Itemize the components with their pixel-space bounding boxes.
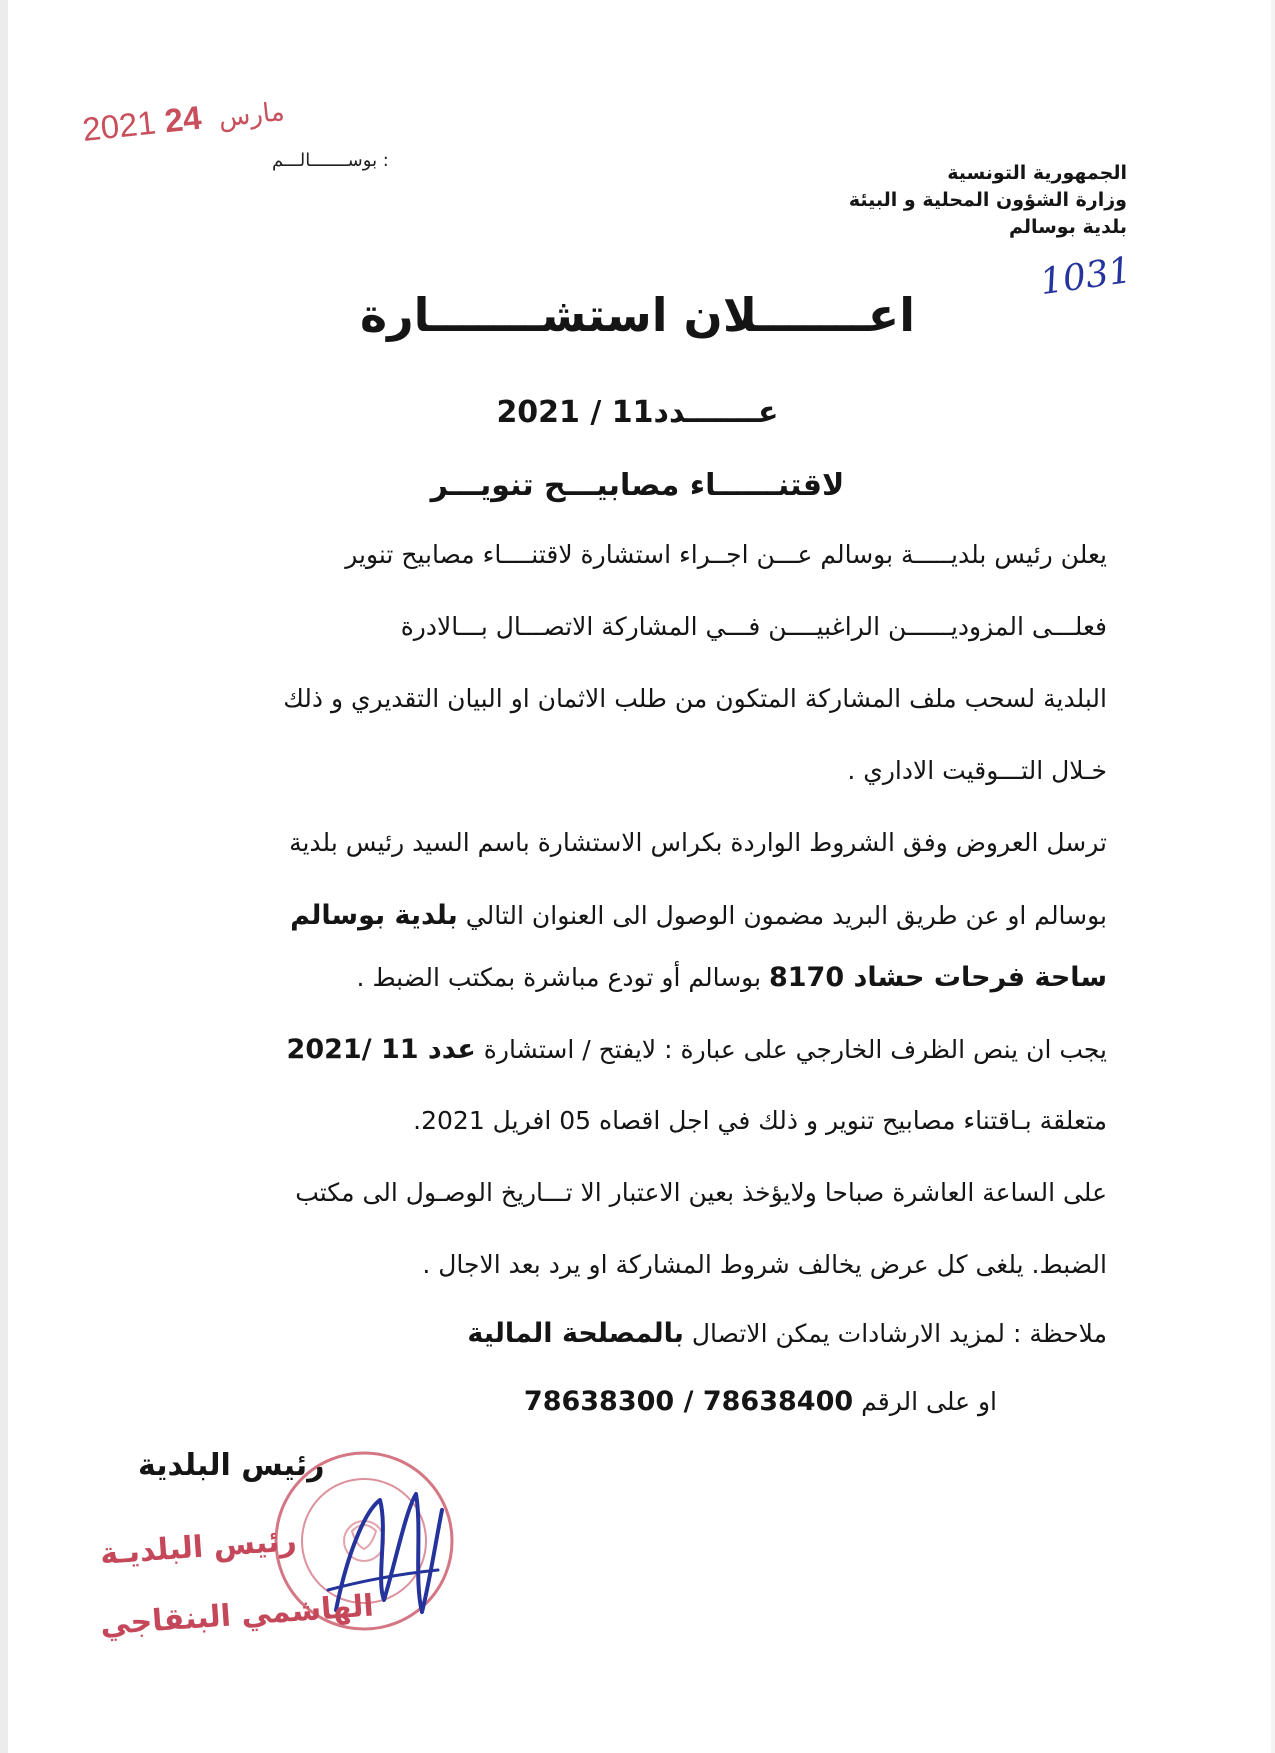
letterhead-ministry: وزارة الشؤون المحلية و البيئة: [848, 189, 1127, 211]
phone-text: او على الرقم: [861, 1387, 997, 1416]
note-line: [467, 1318, 1107, 1349]
date-stamp: [81, 89, 294, 149]
consultation-number: عـــــــدد11 / 2021: [496, 395, 779, 430]
body-line-5: ترسل العروض وفق الشروط الواردة بكراس الاستشارة باسم السيد رئيس بلدية: [289, 828, 1107, 857]
body-line-10: على الساعة العاشرة صباحا ولايؤخذ بعين الاعتبار الا تـــاريخ الوصـول الى مكتب: [295, 1178, 1107, 1207]
scan-edge: [0, 0, 8, 1753]
body-line-3: البلدية لسحب ملف المشاركة المتكون من طلب الاثمان او البيان التقديري و ذلك: [283, 684, 1107, 713]
document-title: اعـــــــلان استشـــــــارة: [359, 288, 915, 342]
body-line-6: [290, 900, 1107, 931]
body-line-1: يعلن رئيس بلديـــــة بوسالم عـــن اجــراء استشارة لاقتنــــاء مصابيح تنوير: [345, 540, 1107, 569]
letterhead: [849, 160, 1127, 241]
body-line-9: متعلقة بـاقتناء مصابيح تنوير و ذلك في اجل اقصاه 05 افريل 2021.: [413, 1106, 1107, 1135]
body-line-7-text: بوسالم أو تودع مباشرة بمكتب الضبط .: [356, 963, 762, 992]
body-line-8-bold: عدد 11 /2021: [286, 1034, 476, 1065]
note-bold: بالمصلحة المالية: [467, 1318, 684, 1349]
note-text: ملاحظة : لمزيد الارشادات يمكن الاتصال: [691, 1319, 1107, 1348]
body-line-4: خـلال التـــوقيت الاداري .: [847, 756, 1107, 785]
body-line-6-text: بوسالم او عن طريق البريد مضمون الوصول الى العنوان التالي: [465, 901, 1107, 930]
body-line-8-text: يجب ان ينص الظرف الخارجي على عبارة : لايفتح / استشارة: [483, 1035, 1107, 1064]
phone-numbers: 78638300 / 78638400: [523, 1386, 854, 1417]
body-line-7-bold: ساحة فرحات حشاد 8170: [768, 962, 1107, 993]
seal-line-2: الهاشمي البنقاجي: [99, 1588, 375, 1643]
body-line-11: الضبط. يلغى كل عرض يخالف شروط المشاركة او يرد بعد الاجال .: [422, 1250, 1107, 1279]
stamp-month: مارس: [216, 95, 286, 133]
stamp-day: 24: [162, 98, 204, 140]
body-line-8: [287, 1034, 1107, 1065]
seal-line-1: رئيس البلديـة: [99, 1523, 298, 1572]
handwritten-reference: 1031: [1037, 249, 1135, 304]
stamp-year: 2021: [80, 103, 158, 148]
scan-edge-right: [1271, 0, 1275, 1753]
letterhead-republic: الجمهورية التونسية: [947, 162, 1127, 184]
body-line-7: [357, 962, 1107, 993]
letterhead-municipality: بلدية بوسالم: [1008, 216, 1127, 238]
phone-line: [524, 1386, 997, 1417]
place-label: بوســـــــالـــم :: [272, 150, 389, 171]
body-line-6-bold: بلدية بوسالم: [290, 900, 458, 931]
body-line-2: فعلـــى المزوديــــــن الراغبيــــن فـــي المشاركة الاتصـــال بـــالادرة: [400, 612, 1107, 641]
signature-title: رئيس البلدية: [138, 1448, 325, 1483]
document-subject: لاقتنــــــاء مصابيـــح تنويـــر: [430, 468, 845, 503]
